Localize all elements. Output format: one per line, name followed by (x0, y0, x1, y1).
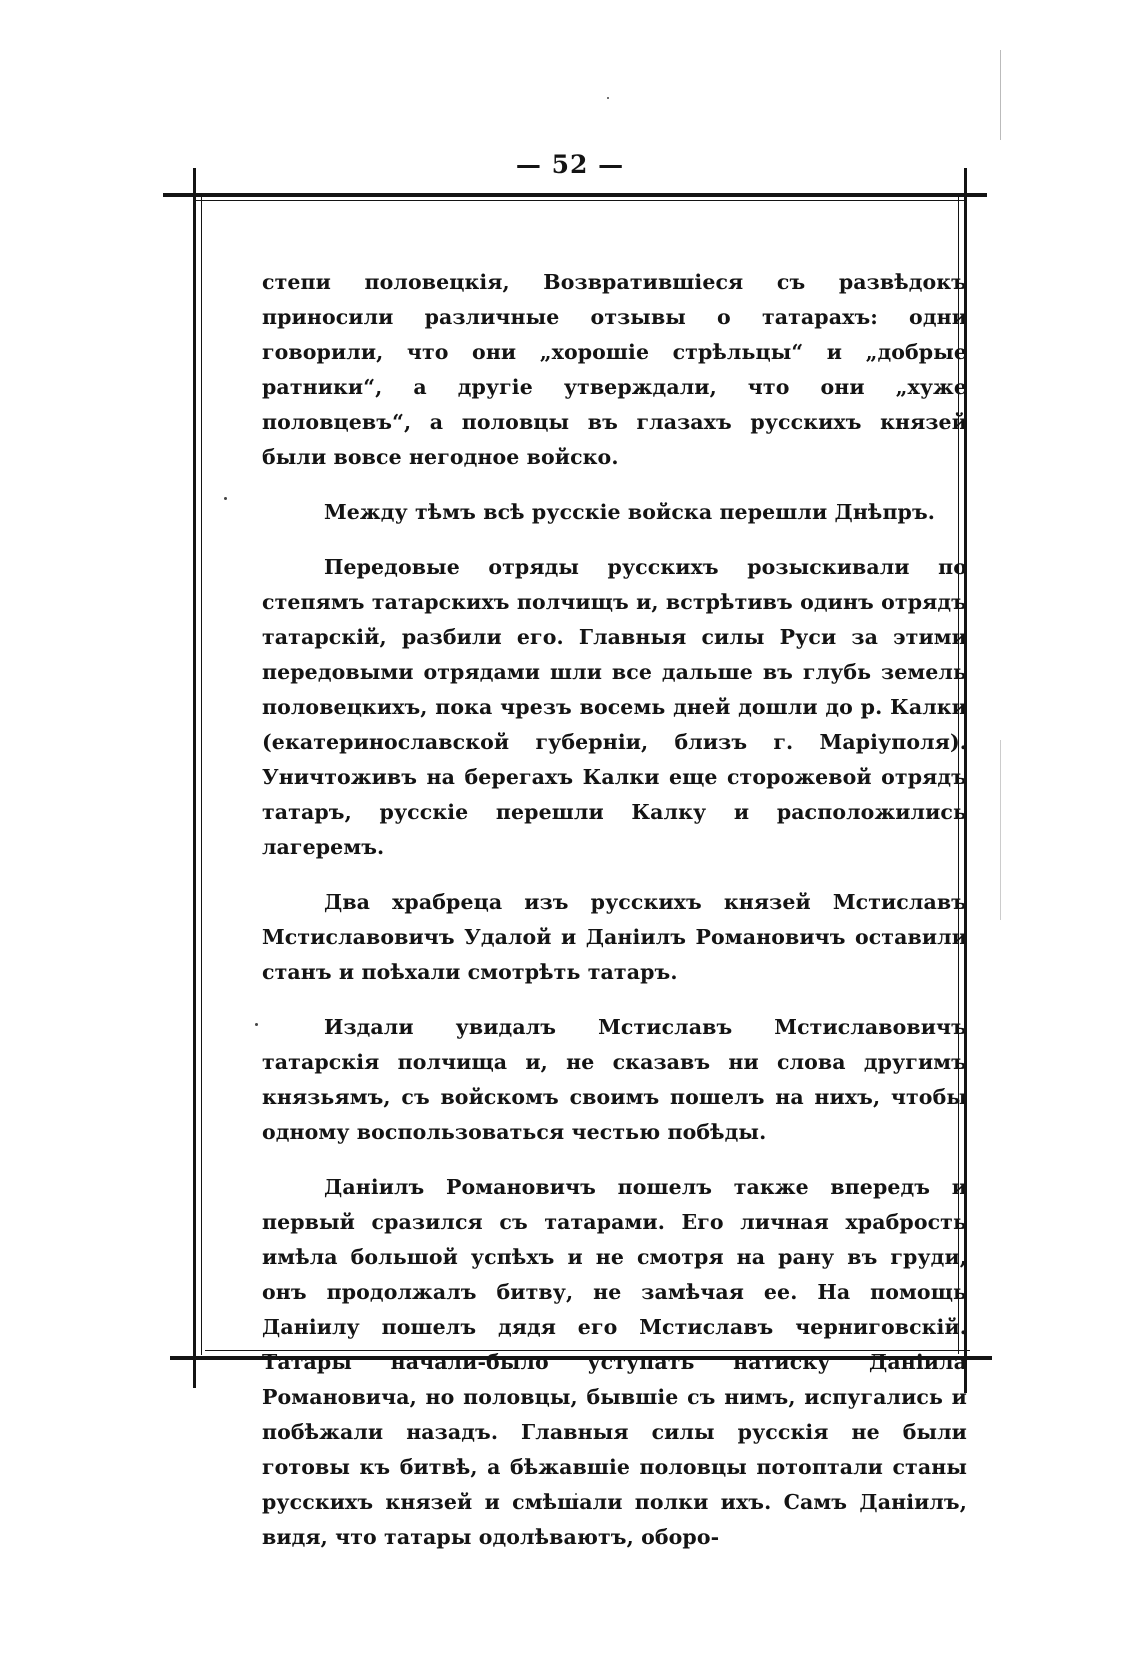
paragraph-gap (262, 530, 967, 550)
paragraph-2: Между тѣмъ всѣ русскіе войска перешли Днѣпръ. (324, 500, 936, 524)
paragraph-3: Передовые отряды русскихъ розыскивали по степямъ татарскихъ полчищъ и, встрѣтивъ одинъ отрядъ татарскій, разбили его. Главныя силы Руси за этими передовыми отрядами шли все дальше въ глубь земель половецкихъ, пока чрезъ восемь дней дошли до р. Калки (екатеринославской губерніи, близъ г. Маріуполя). Уничтоживъ на берегахъ Калки еще сторожевой отрядъ татаръ, русскіе перешли Калку и расположились лагеремъ. (262, 555, 967, 859)
paragraph-gap (262, 475, 967, 495)
text-body (262, 265, 967, 1555)
frame-top-rule (163, 193, 987, 197)
frame-top-rule-inner (195, 200, 965, 201)
paragraph-gap (262, 990, 967, 1010)
scan-speck (607, 97, 609, 99)
frame-left-rule-inner (201, 195, 202, 1355)
paragraph-1: степи половецкія, Возвратившіеся съ развѣдокъ приносили различные отзывы о татарахъ: одни говорили, что они „хорошіе стрѣльцы“ и „добрые ратники“, а другіе утверждали, что они „хуже половцевъ“, а половцы въ глазахъ русскихъ князей были вовсе негодное войско. (262, 270, 967, 469)
page-number: — 52 — (515, 150, 625, 179)
frame-left-rule (193, 168, 196, 1388)
paragraph-gap (262, 1150, 967, 1170)
paragraph-6: Даніилъ Романовичъ пошелъ также впередъ и первый сразился съ татарами. Его личная храбрость имѣла большой успѣхъ и не смотря на рану въ груди, онъ продолжалъ битву, не замѣчая ее. На помощь Даніилу пошелъ дядя его Мстиславъ черниговскій. Татары начали-было уступать натиску Даніила Романовича, но половцы, бывшіе съ нимъ, испугались и побѣжали назадъ. Главныя силы русскія не были готовы къ битвѣ, а бѣжавшіе половцы потоптали станы русскихъ князей и смѣшали полки ихъ. Самъ Даніилъ, видя, что татары одолѣваютъ, оборо- (262, 1175, 967, 1549)
paragraph-5: Издали увидалъ Мстиславъ Мстиславовичъ татарскія полчища и, не сказавъ ни слова другимъ князьямъ, съ войскомъ своимъ пошелъ на нихъ, чтобы одному воспользоваться честью побѣды. (262, 1015, 967, 1144)
paragraph-4: Два храбреца изъ русскихъ князей Мстиславъ Мстиславовичъ Удалой и Даніилъ Романовичъ оставили станъ и поѣхали смотрѣть татаръ. (262, 890, 967, 984)
scan-edge-line (1000, 740, 1001, 920)
scan-speck (255, 1023, 258, 1026)
scan-edge-line (1000, 50, 1001, 140)
paragraph-gap (262, 865, 967, 885)
scan-speck (224, 497, 227, 500)
